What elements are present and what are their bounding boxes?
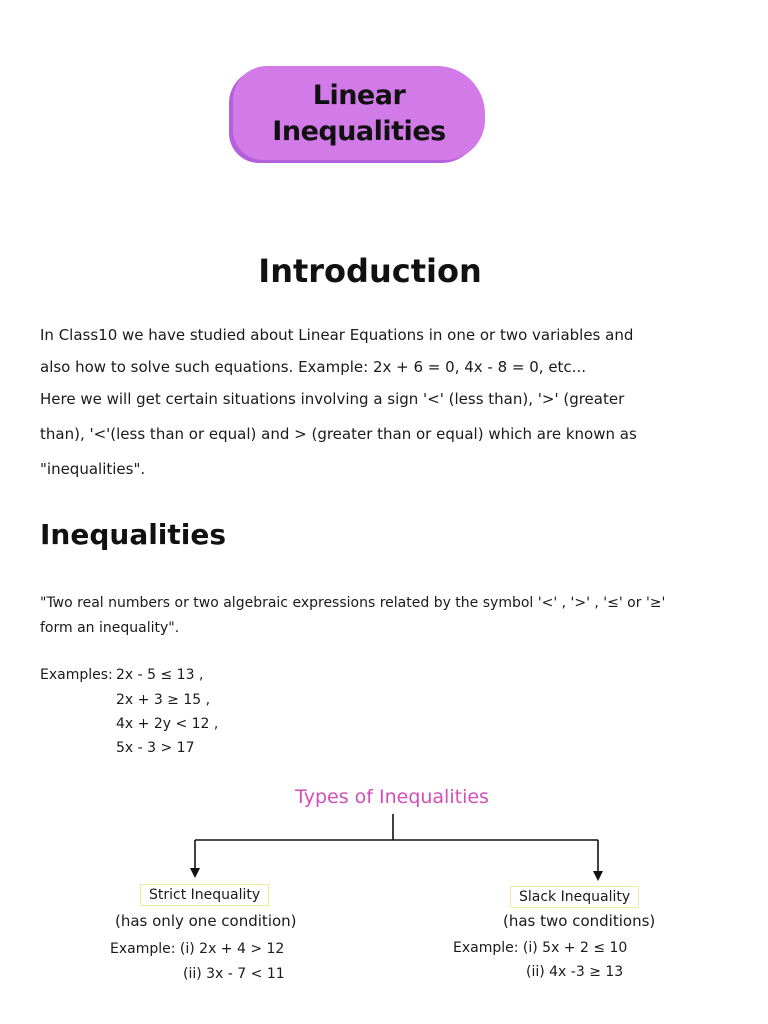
example-item: 2x - 5 ≤ 13 , [116, 667, 204, 683]
strict-example-1: Example: (i) 2x + 4 > 12 [110, 941, 285, 957]
example-item: 4x + 2y < 12 , [116, 716, 219, 732]
slack-inequality-label: Slack Inequality [510, 886, 639, 908]
arrow-down-icon [190, 868, 200, 878]
intro-line-2: also how to solve such equations. Example: 2x + 6 = 0, 4x - 8 = 0, etc... [40, 358, 586, 376]
title-line-2: Inequalities [272, 116, 446, 147]
intro-line-5: "inequalities". [40, 460, 146, 478]
definition-line-1: "Two real numbers or two algebraic expressions related by the symbol '<' , '>' , '≤' or '≥' [40, 595, 666, 611]
slack-example-1: Example: (i) 5x + 2 ≤ 10 [453, 940, 628, 956]
slack-example-2: (ii) 4x -3 ≥ 13 [526, 964, 624, 980]
intro-line-1: In Class10 we have studied about Linear Equations in one or two variables and [40, 326, 634, 344]
arrow-down-icon [593, 871, 603, 881]
introduction-heading: Introduction [258, 252, 482, 290]
inequalities-heading: Inequalities [40, 518, 227, 551]
intro-line-4: than), '<'(less than or equal) and > (greater than or equal) which are known as [40, 425, 637, 443]
example-item: 2x + 3 ≥ 15 , [116, 692, 211, 708]
strict-condition: (has only one condition) [115, 912, 297, 930]
strict-inequality-label: Strict Inequality [140, 884, 269, 906]
examples-label: Examples: [40, 667, 113, 683]
types-heading: Types of Inequalities [295, 786, 489, 808]
definition-line-2: form an inequality". [40, 620, 180, 636]
slack-condition: (has two conditions) [503, 912, 656, 930]
title-line-1: Linear [312, 80, 406, 111]
example-item: 5x - 3 > 17 [116, 740, 195, 756]
strict-example-2: (ii) 3x - 7 < 11 [183, 966, 285, 982]
intro-line-3: Here we will get certain situations involving a sign '<' (less than), '>' (greater [40, 390, 625, 408]
